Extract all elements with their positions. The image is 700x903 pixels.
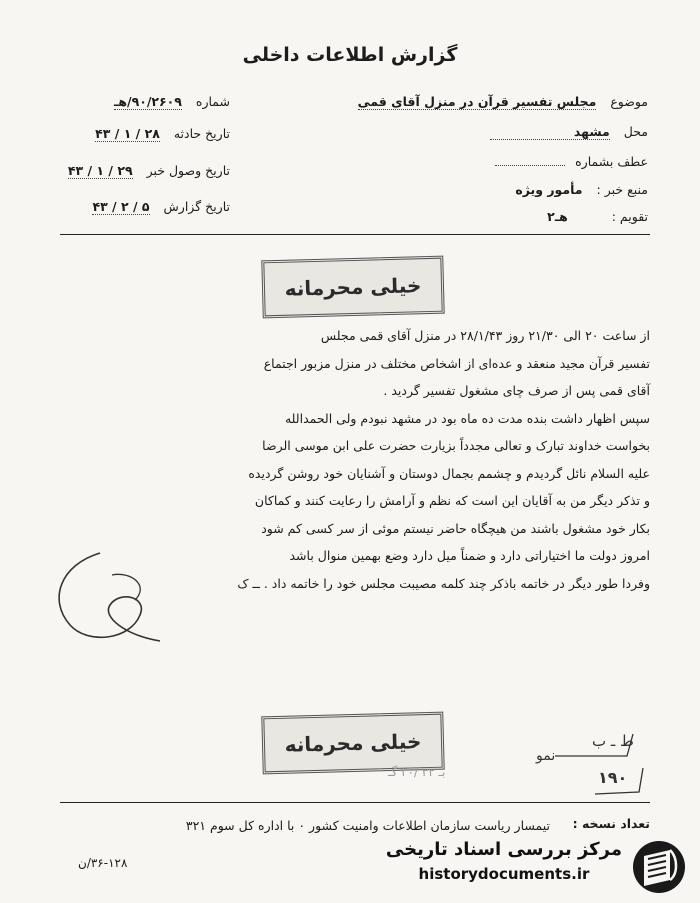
- body-line: وفردا طور دیگر در خاتمه باذکر چند کلمه مصیبت مجلس خود را خاتمه داد . ــ ک: [237, 575, 650, 591]
- archive-watermark: [386, 838, 622, 886]
- number-value: ۹۰/۲۶۰۹/هـ: [114, 94, 182, 109]
- watermark-persian: مرکز بررسی اسناد تاریخی: [385, 839, 622, 860]
- distribution-row: [547, 209, 648, 224]
- subject-value: مجلس تفسیر قرآن در منزل آقای قمی: [357, 94, 597, 109]
- event-date-row: [95, 126, 230, 141]
- reference-row: [495, 154, 648, 169]
- handwritten-note-faint: بـ ۳۳ /۳۰ گـ: [388, 765, 446, 779]
- body-line: آقای قمی پس از صرف چای مشغول تفسیر گردید .: [383, 383, 650, 398]
- handwritten-note-top: ط ـ ب: [592, 732, 634, 750]
- body-line: امروز دولت ما اختیاراتی دارد و ضمناً میل دارد وضع بهمین منوال باشد: [289, 548, 650, 563]
- subject-row: [358, 94, 648, 109]
- distribution-label: تقویم :: [611, 209, 648, 224]
- receipt-date-label: تاریخ وصول خبر: [146, 163, 230, 178]
- body-line: از ساعت ۲۰ الی ۲۱/۳۰ روز ۲۸/۱/۴۳ در منزل آقای قمی مجلس: [320, 328, 650, 343]
- copies-label: تعداد نسخه :: [572, 816, 650, 831]
- watermark-url: historydocuments.ir: [418, 865, 590, 883]
- number-row: [114, 94, 230, 109]
- event-date-value: ۲۸ / ۱ / ۴۳: [95, 126, 160, 141]
- body-line: و تذکر دیگر من به آقایان این است که نظم و آرامش را رعایت کنند و کماکان: [254, 493, 650, 508]
- location-row: [490, 124, 648, 140]
- number-label: شماره: [195, 94, 230, 109]
- source-value: مأمور ویژه: [515, 182, 583, 197]
- report-date-value: ۵ / ۲ / ۴۳: [92, 199, 150, 214]
- body-line: علیه السلام نائل گردیدم و چشمم بجمال دوستان و آشنایان خود روشن گردیده: [248, 465, 650, 481]
- report-date-row: [92, 199, 230, 214]
- document-code: ۳۶-۱۲۸/ن: [78, 856, 128, 870]
- body-line: بخواست خداوند تبارک و تعالی مجدداً بزیارت حضرت علی ابن موسی الرضا: [262, 438, 650, 453]
- handwritten-note-number: ۱۹۰: [598, 768, 628, 787]
- handwritten-bracket: [555, 728, 645, 798]
- report-title: گزارش اطلاعات داخلی: [242, 44, 458, 66]
- archive-logo-icon: [630, 838, 688, 896]
- source-label: منبع خبر :: [596, 182, 648, 197]
- location-value: مشهد: [490, 124, 610, 140]
- receipt-date-row: [68, 163, 230, 178]
- body-line: تفسیر قرآن مجید منعقد و عده‌ای از اشخاص مختلف در منزل مزبور اجتماع: [263, 355, 650, 371]
- body-line: سپس اظهار داشت بنده مدت ده ماه بود در مشهد نبودم ولی الحمدالله: [284, 410, 650, 426]
- handwritten-note-word: نمو: [536, 748, 556, 764]
- classification-stamp-bottom: خیلی محرمانه: [261, 712, 444, 775]
- location-label: محل: [623, 124, 648, 139]
- receipt-date-value: ۲۹ / ۱ / ۴۳: [67, 163, 133, 178]
- source-row: [515, 182, 648, 197]
- footer-divider: [60, 802, 650, 803]
- report-date-label: تاریخ گزارش: [163, 199, 230, 214]
- body-line: بکار خود مشغول باشند من هیچگاه حاضر نیستم موئی از سر کسی کم شود: [261, 520, 650, 536]
- distribution-value: هـ۲: [547, 209, 568, 224]
- signature-scribble: [40, 545, 170, 655]
- reference-label: عطف بشماره: [575, 154, 648, 169]
- copies-value: تیمسار ریاست سازمان اطلاعات وامنیت کشور ۰ با اداره کل سوم ۳۲۱: [185, 818, 550, 833]
- subject-label: موضوع: [610, 94, 648, 109]
- classification-stamp-top: خیلی محرمانه: [261, 256, 444, 319]
- header-divider: [60, 234, 650, 235]
- reference-value-line: [495, 165, 565, 166]
- event-date-label: تاریخ حادثه: [173, 126, 230, 141]
